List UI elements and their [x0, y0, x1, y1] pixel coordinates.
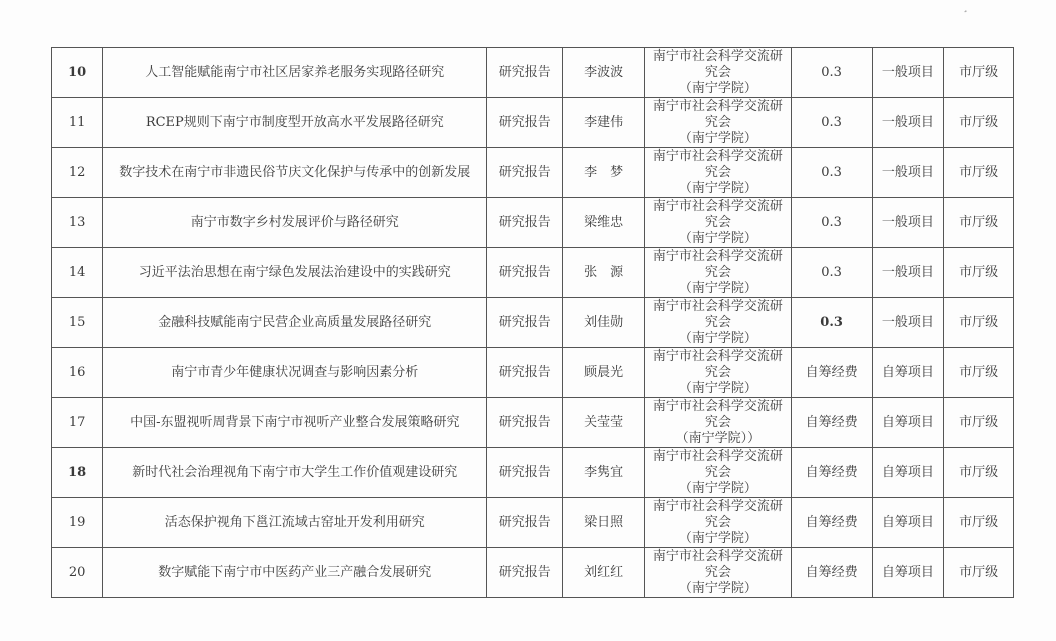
project-level: 市厅级 [944, 298, 1014, 348]
organization-affiliation: （南宁学院） [678, 380, 757, 396]
project-category: 自筹项目 [872, 398, 944, 448]
result-type: 研究报告 [487, 448, 563, 498]
table-row [52, 348, 1014, 398]
organization-name: 南宁市社会科学交流研究会 [652, 398, 783, 430]
result-type: 研究报告 [487, 298, 563, 348]
project-title: 数字赋能下南宁市中医药产业三产融合发展研究 [103, 548, 487, 598]
project-level: 市厅级 [944, 498, 1014, 548]
project-leader: 张 源 [563, 248, 645, 298]
project-level: 市厅级 [944, 348, 1014, 398]
result-type: 研究报告 [487, 348, 563, 398]
project-category: 自筹项目 [872, 348, 944, 398]
result-type: 研究报告 [487, 548, 563, 598]
project-leader: 李波波 [563, 48, 645, 98]
row-number: 18 [52, 448, 103, 498]
organization-affiliation: （南宁学院） [678, 530, 757, 546]
funding: 0.3 [791, 298, 872, 348]
row-number: 14 [52, 248, 103, 298]
table-row [52, 398, 1014, 448]
funding: 0.3 [791, 148, 872, 198]
table-row [52, 248, 1014, 298]
row-number: 12 [52, 148, 103, 198]
project-title: 活态保护视角下邕江流域古窑址开发利用研究 [103, 498, 487, 548]
project-category: 一般项目 [872, 148, 944, 198]
project-leader: 梁维忠 [563, 198, 645, 248]
result-type: 研究报告 [487, 148, 563, 198]
table-row [52, 448, 1014, 498]
project-category: 一般项目 [872, 248, 944, 298]
project-category: 一般项目 [872, 298, 944, 348]
organization-affiliation: （南宁学院） [678, 130, 757, 146]
table-row [52, 548, 1014, 598]
project-title: 人工智能赋能南宁市社区居家养老服务实现路径研究 [103, 48, 487, 98]
table-row [52, 48, 1014, 98]
row-number: 16 [52, 348, 103, 398]
project-level: 市厅级 [944, 248, 1014, 298]
project-level: 市厅级 [944, 48, 1014, 98]
organization-affiliation: （南宁学院） [678, 330, 757, 346]
project-title: 习近平法治思想在南宁绿色发展法治建设中的实践研究 [103, 248, 487, 298]
organization-affiliation: （南宁学院）） [675, 430, 761, 446]
organization [645, 48, 792, 98]
project-leader: 李建伟 [563, 98, 645, 148]
project-leader: 刘红红 [563, 548, 645, 598]
project-level: 市厅级 [944, 548, 1014, 598]
funding: 0.3 [791, 48, 872, 98]
organization-name: 南宁市社会科学交流研究会 [652, 498, 783, 530]
funding: 自筹经费 [791, 548, 872, 598]
organization [645, 198, 792, 248]
organization-affiliation: （南宁学院） [678, 480, 757, 496]
result-type: 研究报告 [487, 198, 563, 248]
project-leader: 李 梦 [563, 148, 645, 198]
row-number: 15 [52, 298, 103, 348]
table-row [52, 198, 1014, 248]
result-type: 研究报告 [487, 398, 563, 448]
row-number: 13 [52, 198, 103, 248]
organization-affiliation: （南宁学院） [678, 230, 757, 246]
table-row [52, 498, 1014, 548]
project-title: 中国-东盟视听周背景下南宁市视听产业整合发展策略研究 [103, 398, 487, 448]
table-row [52, 298, 1014, 348]
project-leader: 梁日照 [563, 498, 645, 548]
funding: 自筹经费 [791, 398, 872, 448]
table-row [52, 148, 1014, 198]
project-title: 新时代社会治理视角下南宁市大学生工作价值观建设研究 [103, 448, 487, 498]
row-number: 19 [52, 498, 103, 548]
funding: 0.3 [791, 248, 872, 298]
project-leader: 李隽宜 [563, 448, 645, 498]
project-category: 自筹项目 [872, 498, 944, 548]
row-number: 20 [52, 548, 103, 598]
organization-affiliation: （南宁学院） [678, 80, 757, 96]
project-level: 市厅级 [944, 198, 1014, 248]
organization-name: 南宁市社会科学交流研究会 [652, 348, 783, 380]
organization-affiliation: （南宁学院） [678, 280, 757, 296]
organization-name: 南宁市社会科学交流研究会 [652, 98, 783, 130]
funding: 自筹经费 [791, 448, 872, 498]
organization [645, 498, 792, 548]
table-body [52, 48, 1014, 598]
project-title: 南宁市数字乡村发展评价与路径研究 [103, 198, 487, 248]
project-category: 自筹项目 [872, 448, 944, 498]
organization [645, 98, 792, 148]
organization-name: 南宁市社会科学交流研究会 [652, 248, 783, 280]
project-leader: 顾晨光 [563, 348, 645, 398]
project-category: 一般项目 [872, 198, 944, 248]
organization [645, 548, 792, 598]
corner-mark: ¸ [963, 2, 968, 13]
organization-name: 南宁市社会科学交流研究会 [652, 198, 783, 230]
organization [645, 298, 792, 348]
organization [645, 448, 792, 498]
organization [645, 398, 792, 448]
organization-name: 南宁市社会科学交流研究会 [652, 548, 783, 580]
project-category: 自筹项目 [872, 548, 944, 598]
row-number: 11 [52, 98, 103, 148]
table-row [52, 98, 1014, 148]
organization [645, 348, 792, 398]
project-level: 市厅级 [944, 148, 1014, 198]
funding: 0.3 [791, 98, 872, 148]
project-table [51, 47, 1014, 598]
result-type: 研究报告 [487, 498, 563, 548]
result-type: 研究报告 [487, 98, 563, 148]
organization [645, 248, 792, 298]
organization-name: 南宁市社会科学交流研究会 [652, 48, 783, 80]
result-type: 研究报告 [487, 48, 563, 98]
organization-affiliation: （南宁学院） [678, 580, 757, 596]
project-leader: 刘佳勋 [563, 298, 645, 348]
funding: 0.3 [791, 198, 872, 248]
funding: 自筹经费 [791, 498, 872, 548]
project-level: 市厅级 [944, 398, 1014, 448]
project-level: 市厅级 [944, 98, 1014, 148]
row-number: 17 [52, 398, 103, 448]
project-title: 金融科技赋能南宁民营企业高质量发展路径研究 [103, 298, 487, 348]
organization-name: 南宁市社会科学交流研究会 [652, 148, 783, 180]
project-level: 市厅级 [944, 448, 1014, 498]
project-leader: 关莹莹 [563, 398, 645, 448]
project-title: RCEP规则下南宁市制度型开放高水平发展路径研究 [103, 98, 487, 148]
project-title: 南宁市青少年健康状况调查与影响因素分析 [103, 348, 487, 398]
organization [645, 148, 792, 198]
project-category: 一般项目 [872, 48, 944, 98]
result-type: 研究报告 [487, 248, 563, 298]
organization-name: 南宁市社会科学交流研究会 [652, 448, 783, 480]
funding: 自筹经费 [791, 348, 872, 398]
organization-name: 南宁市社会科学交流研究会 [652, 298, 783, 330]
row-number: 10 [52, 48, 103, 98]
project-category: 一般项目 [872, 98, 944, 148]
project-title: 数字技术在南宁市非遗民俗节庆文化保护与传承中的创新发展 [103, 148, 487, 198]
organization-affiliation: （南宁学院） [678, 180, 757, 196]
